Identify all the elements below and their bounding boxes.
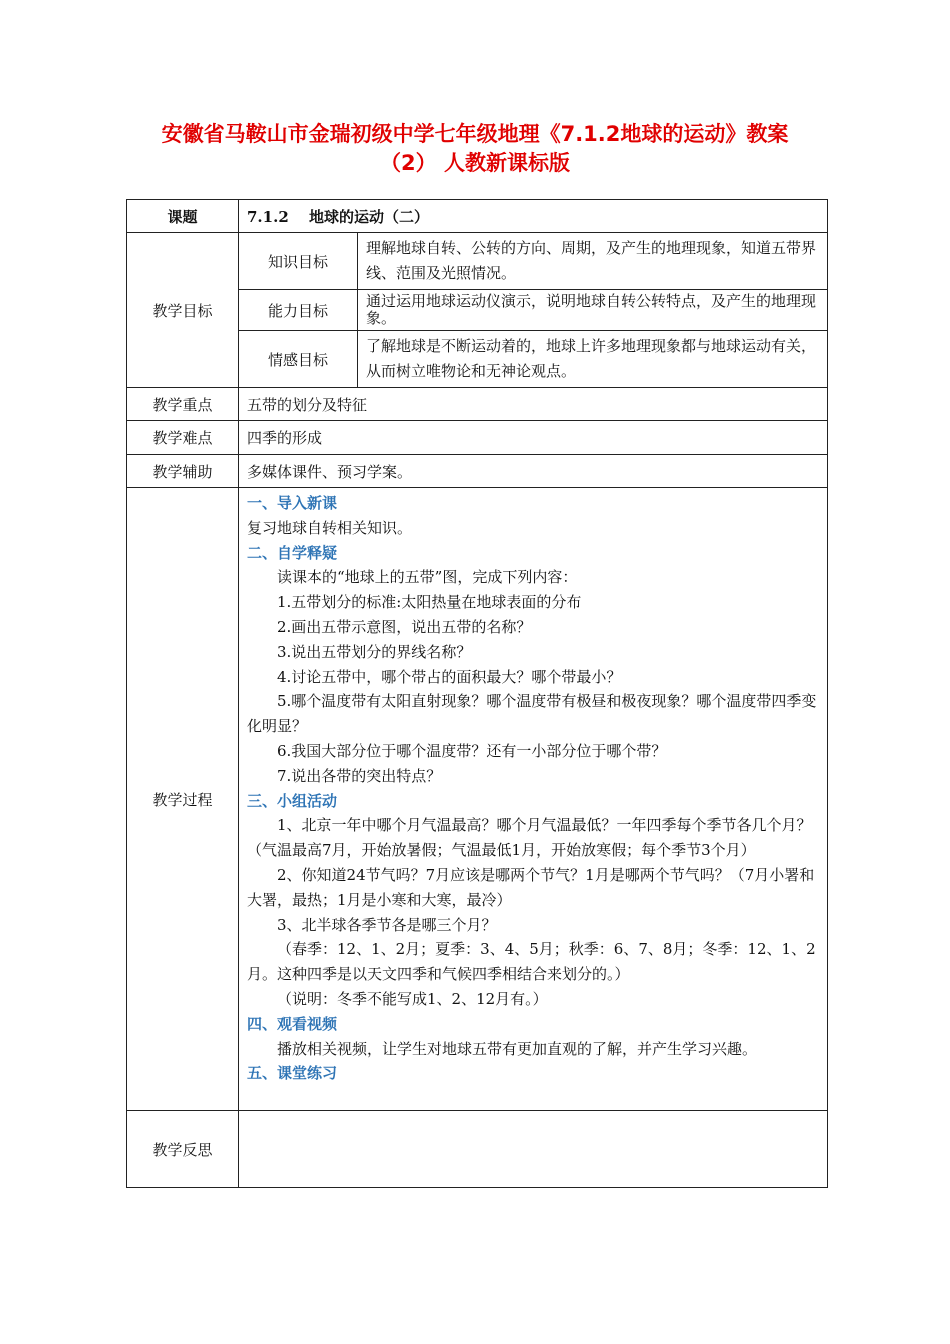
activity-note: （说明：冬季不能写成1、2、12月有。） [277,989,548,1008]
section-text-4: 播放相关视频，让学生对地球五带有更加直观的了解，并产生学习兴趣。 [277,1039,758,1058]
goal-text-ability: 通过运用地球运动仪演示，说明地球自转公转特点，及产生的地理现象。 [358,290,828,331]
activity-1: 1、北京一年中哪个月气温最高？哪个月气温最低？一年四季每个季节各几个月？（气温最高7月，开始放暑假；气温最低1月，开始放寒假；每个季节3个月） [247,816,812,860]
title-line-2: （2） 人教新课标版 [380,151,570,175]
topic-row [127,200,828,233]
key-row [127,388,828,421]
reflection-row [127,1111,828,1188]
goal-label-ability: 能力目标 [239,290,358,331]
goal-row-ability [239,290,827,331]
section-heading-4: 四、观看视频 [247,1014,338,1033]
goal-row-emotion [239,331,827,388]
goals-row [127,233,828,388]
activity-2: 2、你知道24节气吗？7月应该是哪两个节气？1月是哪两个节气吗？（7月小署和大署，最热；1月是小寒和大寒，最冷） [247,865,815,909]
difficulty-value: 四季的形成 [239,421,828,455]
section-heading-5: 五、课堂练习 [247,1064,338,1083]
question-5: 5.哪个温度带有太阳直射现象？哪个温度带有极昼和极夜现象？哪个温度带四季变化明显？ [247,692,817,736]
section-heading-2: 二、自学释疑 [247,543,338,562]
aids-label: 教学辅助 [127,455,239,488]
section-intro-2: 读课本的“地球上的五带”图，完成下列内容： [277,568,578,587]
goal-text-emotion: 了解地球是不断运动着的，地球上许多地理现象都与地球运动有关，从而树立唯物论和无神论观点。 [366,337,817,380]
section-heading-3: 三、小组活动 [247,791,338,810]
title-line-1: 安徽省马鞍山市金瑞初级中学七年级地理《7.1.2地球的运动》教案 [161,122,789,146]
reflection-label: 教学反思 [127,1111,239,1188]
topic-label: 课题 [127,200,239,233]
topic-value: 7.1.2 地球的运动（二） [239,200,828,233]
difficulty-row [127,421,828,455]
key-label: 教学重点 [127,388,239,421]
question-2: 2.画出五带示意图，说出五带的名称？ [277,617,532,636]
reflection-value [239,1111,828,1188]
aids-value: 多媒体课件、预习学案。 [239,455,828,488]
activity-answer: （春季：12、1、2月；夏季：3、4、5月；秋季：6、7、8月；冬季：12、1、2月。这种四季是以天文四季和气候四季相结合来划分的。） [247,940,816,984]
section-text-1: 复习地球自转相关知识。 [247,518,413,537]
question-1: 1.五带划分的标准:太阳热量在地球表面的分布 [277,593,582,612]
process-content [239,488,828,1111]
question-7: 7.说出各带的突出特点？ [277,766,442,785]
question-4: 4.讨论五带中，哪个带占的面积最大？哪个带最小？ [277,667,622,686]
question-6: 6.我国大部分位于哪个温度带？还有一小部分位于哪个带？ [277,741,667,760]
process-label: 教学过程 [127,488,239,1111]
goal-row-knowledge [239,233,827,290]
goals-label: 教学目标 [127,233,239,388]
question-3: 3.说出五带划分的界线名称？ [277,642,472,661]
section-heading-1: 一、导入新课 [247,494,338,512]
goal-label-emotion: 情感目标 [239,331,358,388]
activity-3: 3、北半球各季节各是哪三个月？ [277,915,497,934]
process-row [127,488,828,1111]
lesson-plan-table [126,199,828,1188]
difficulty-label: 教学难点 [127,421,239,455]
document-title [0,120,950,178]
key-value: 五带的划分及特征 [239,388,828,421]
goal-label-knowledge: 知识目标 [239,233,358,290]
goal-text-knowledge: 理解地球自转、公转的方向、周期，及产生的地理现象，知道五带界线、范围及光照情况。 [358,233,828,290]
aids-row [127,455,828,488]
goals-table [239,233,827,387]
